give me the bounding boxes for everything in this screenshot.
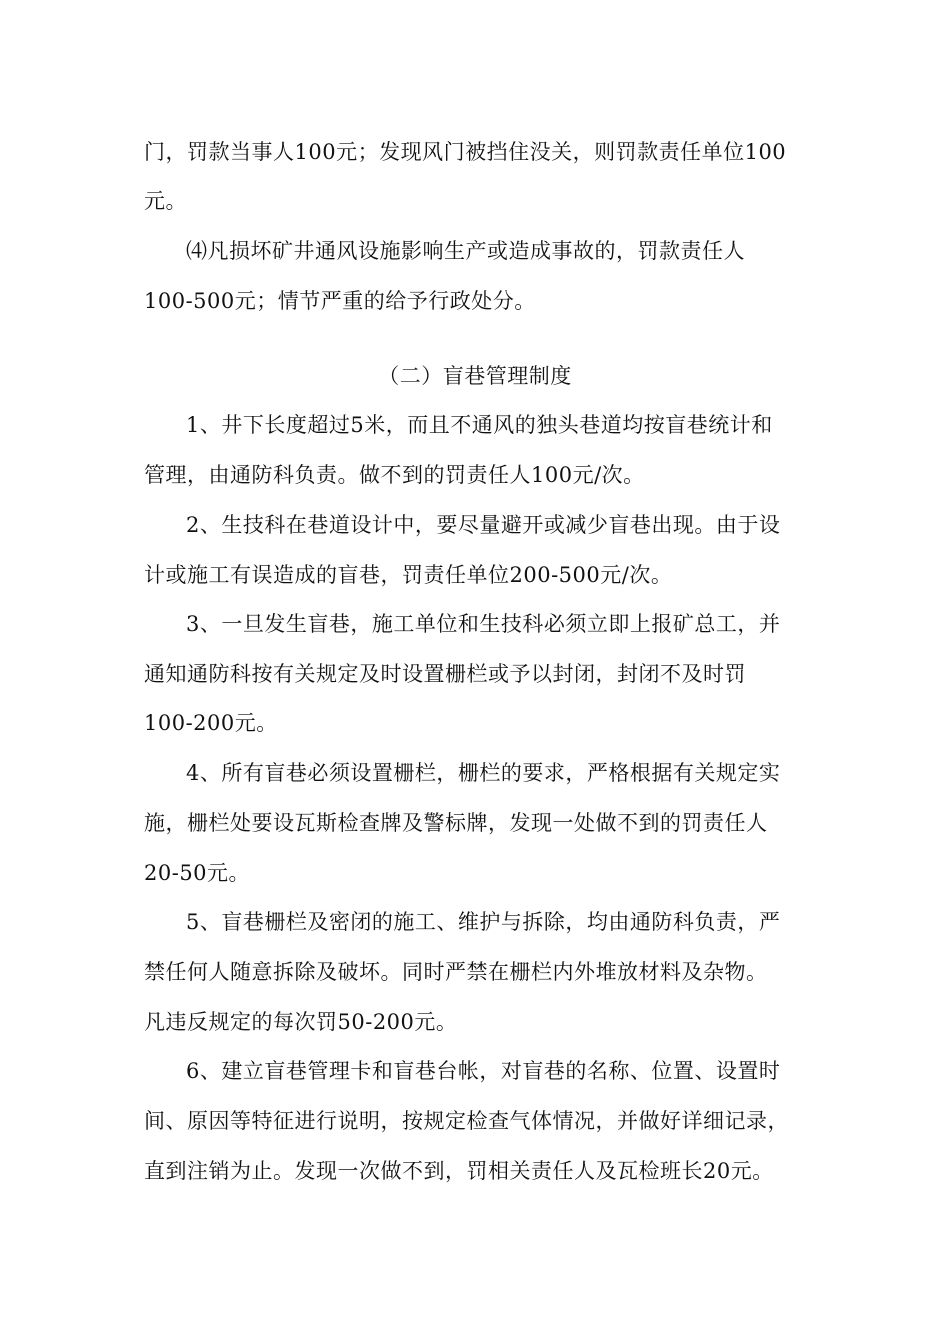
list-item-line: 2、生技科在巷道设计中，要尽量避开或减少盲巷出现。由于设: [186, 513, 781, 537]
list-item-line: 管理，由通防科负责。做不到的罚责任人100元/次。: [144, 463, 645, 487]
paragraph-line: 门，罚款当事人100元；发现风门被挡住没关，则罚款责任单位100: [144, 140, 787, 164]
list-item-line: 通知通防科按有关规定及时设置栅栏或予以封闭，封闭不及时罚: [144, 662, 746, 686]
paragraph-line: 元。: [144, 189, 187, 213]
list-item-line: 100-200元。: [144, 711, 278, 735]
section-heading: （二）盲巷管理制度: [378, 364, 572, 388]
list-item-line: 施，栅栏处要设瓦斯检查牌及警标牌，发现一处做不到的罚责任人: [144, 811, 768, 835]
list-item-line: 间、原因等特征进行说明，按规定检查气体情况，并做好详细记录，: [144, 1109, 789, 1133]
list-item-line: 1、井下长度超过5米，而且不通风的独头巷道均按盲巷统计和: [186, 413, 773, 437]
paragraph-line: ⑷凡损坏矿井通风设施影响生产或造成事故的，罚款责任人: [186, 239, 745, 263]
list-item-line: 凡违反规定的每次罚50-200元。: [144, 1010, 458, 1034]
paragraph-line: 100-500元；情节严重的给予行政处分。: [144, 289, 536, 313]
list-item-line: 5、盲巷栅栏及密闭的施工、维护与拆除，均由通防科负责，严: [186, 910, 781, 934]
list-item-line: 直到注销为止。发现一次做不到，罚相关责任人及瓦检班长20元。: [144, 1159, 774, 1183]
list-item-line: 3、一旦发生盲巷，施工单位和生技科必须立即上报矿总工，并: [186, 612, 781, 636]
list-item-line: 6、建立盲巷管理卡和盲巷台帐，对盲巷的名称、位置、设置时: [186, 1059, 781, 1083]
list-item-line: 20-50元。: [144, 861, 251, 885]
list-item-line: 禁任何人随意拆除及破坏。同时严禁在栅栏内外堆放材料及杂物。: [144, 960, 768, 984]
list-item-line: 4、所有盲巷必须设置栅栏，栅栏的要求，严格根据有关规定实: [186, 761, 781, 785]
list-item-line: 计或施工有误造成的盲巷，罚责任单位200-500元/次。: [144, 563, 673, 587]
